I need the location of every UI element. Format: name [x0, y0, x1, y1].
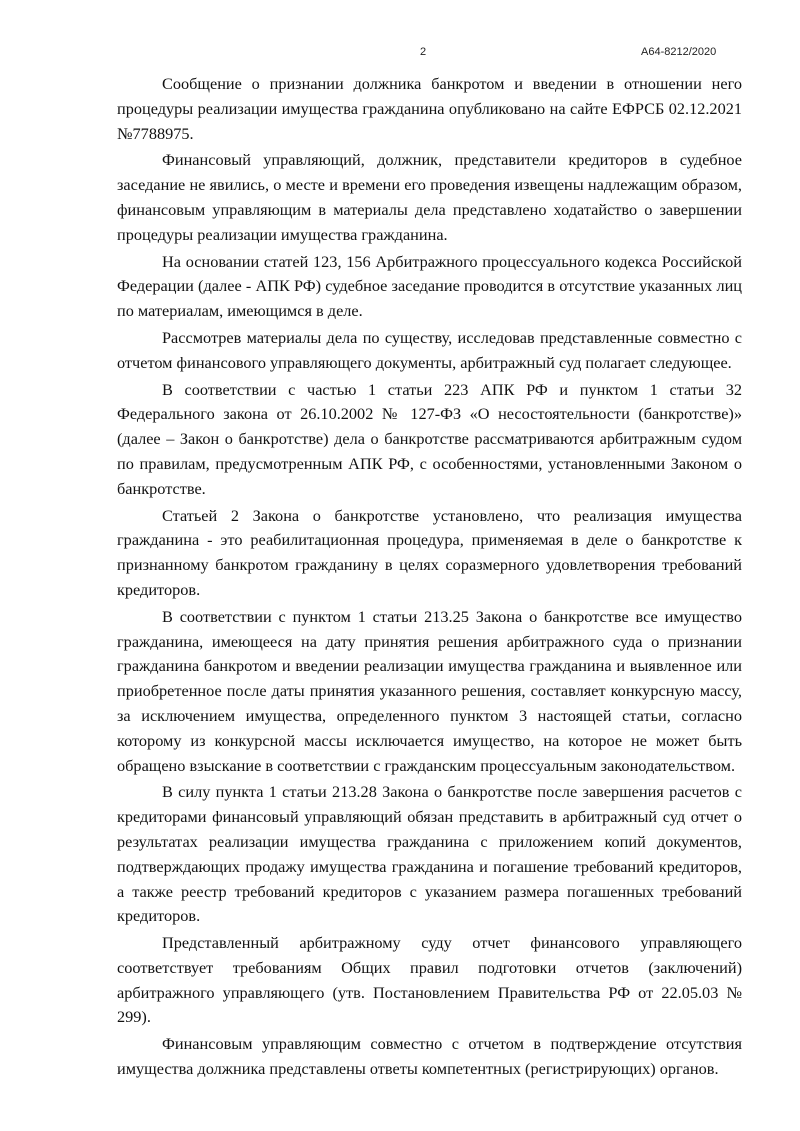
paragraph-article-213-25: В соответствии с пунктом 1 статьи 213.25 Закона о банкротстве все имущество гражданина, имеющееся на дату принятия решения арбитражного суда о признании гражданина банкротом и введении реализации имущества гражданина и выявленное или приобретенное после даты принятия указанного решения, составляет конкурсную массу, за исключением имущества, определенного пунктом 3 настоящей статьи, согласно которому из конкурсной массы исключается имущество, на которое не может быть обращено взыскание в соответствии с гражданским процессуальным законодательством.	[117, 606, 742, 775]
document-body	[117, 72, 742, 1084]
paragraph-article-2: Статьей 2 Закона о банкротстве установлено, что реализация имущества гражданина - это реабилитационная процедура, применяемая в деле о банкротстве к признанному банкротом гражданину в целях соразмерного удовлетворения требований кредиторов.	[117, 505, 742, 599]
paragraph-court-considers: Рассмотрев материалы дела по существу, исследовав представленные совместно с отчетом финансового управляющего документы, арбитражный суд полагает следующее.	[117, 327, 742, 372]
paragraph-report-compliance: Представленный арбитражному суду отчет финансового управляющего соответствует требованиям Общих правил подготовки отчетов (заключений) арбитражного управляющего (утв. Постановлением Правительства РФ от 22.05.03 № 299).	[117, 933, 742, 1027]
paragraph-authority-responses: Финансовым управляющим совместно с отчетом в подтверждение отсутствия имущества должника представлены ответы компетентных (регистрирующих) органов.	[117, 1034, 742, 1079]
paragraph-parties-absent: Финансовый управляющий, должник, представители кредиторов в судебное заседание не явились, о месте и времени его проведения извещены надлежащим образом, финансовым управляющим в материалы дела представлено ходатайство о завершении процедуры реализации имущества гражданина.	[117, 150, 742, 244]
case-number: А64-8212/2020	[641, 46, 717, 58]
page-number: 2	[420, 46, 427, 58]
paragraph-legal-framework: В соответствии с частью 1 статьи 223 АПК РФ и пунктом 1 статьи 32 Федерального закона от 26.10.2002 № 127-ФЗ «О несостоятельности (банкротстве)» (далее – Закон о банкротстве) дела о банкротстве рассматриваются арбитражным судом по правилам, предусмотренным АПК РФ, с особенностями, установленными Законом о банкротстве.	[117, 379, 742, 498]
paragraph-efrsb-publication: Сообщение о признании должника банкротом и введении в отношении него процедуры реализации имущества гражданина опубликовано на сайте ЕФРСБ 02.12.2021 №7788975.	[117, 74, 742, 143]
paragraph-hearing-basis: На основании статей 123, 156 Арбитражного процессуального кодекса Российской Федерации (далее - АПК РФ) судебное заседание проводится в отсутствие указанных лиц по материалам, имеющимся в деле.	[117, 251, 742, 321]
paragraph-article-213-28: В силу пункта 1 статьи 213.28 Закона о банкротстве после завершения расчетов с кредиторами финансовый управляющий обязан представить в арбитражный суд отчет о результатах реализации имущества гражданина с приложением копий документов, подтверждающих продажу имущества гражданина и погашение требований кредиторов, а также реестр требований кредиторов с указанием размера погашенных требований кредиторов.	[117, 782, 742, 926]
